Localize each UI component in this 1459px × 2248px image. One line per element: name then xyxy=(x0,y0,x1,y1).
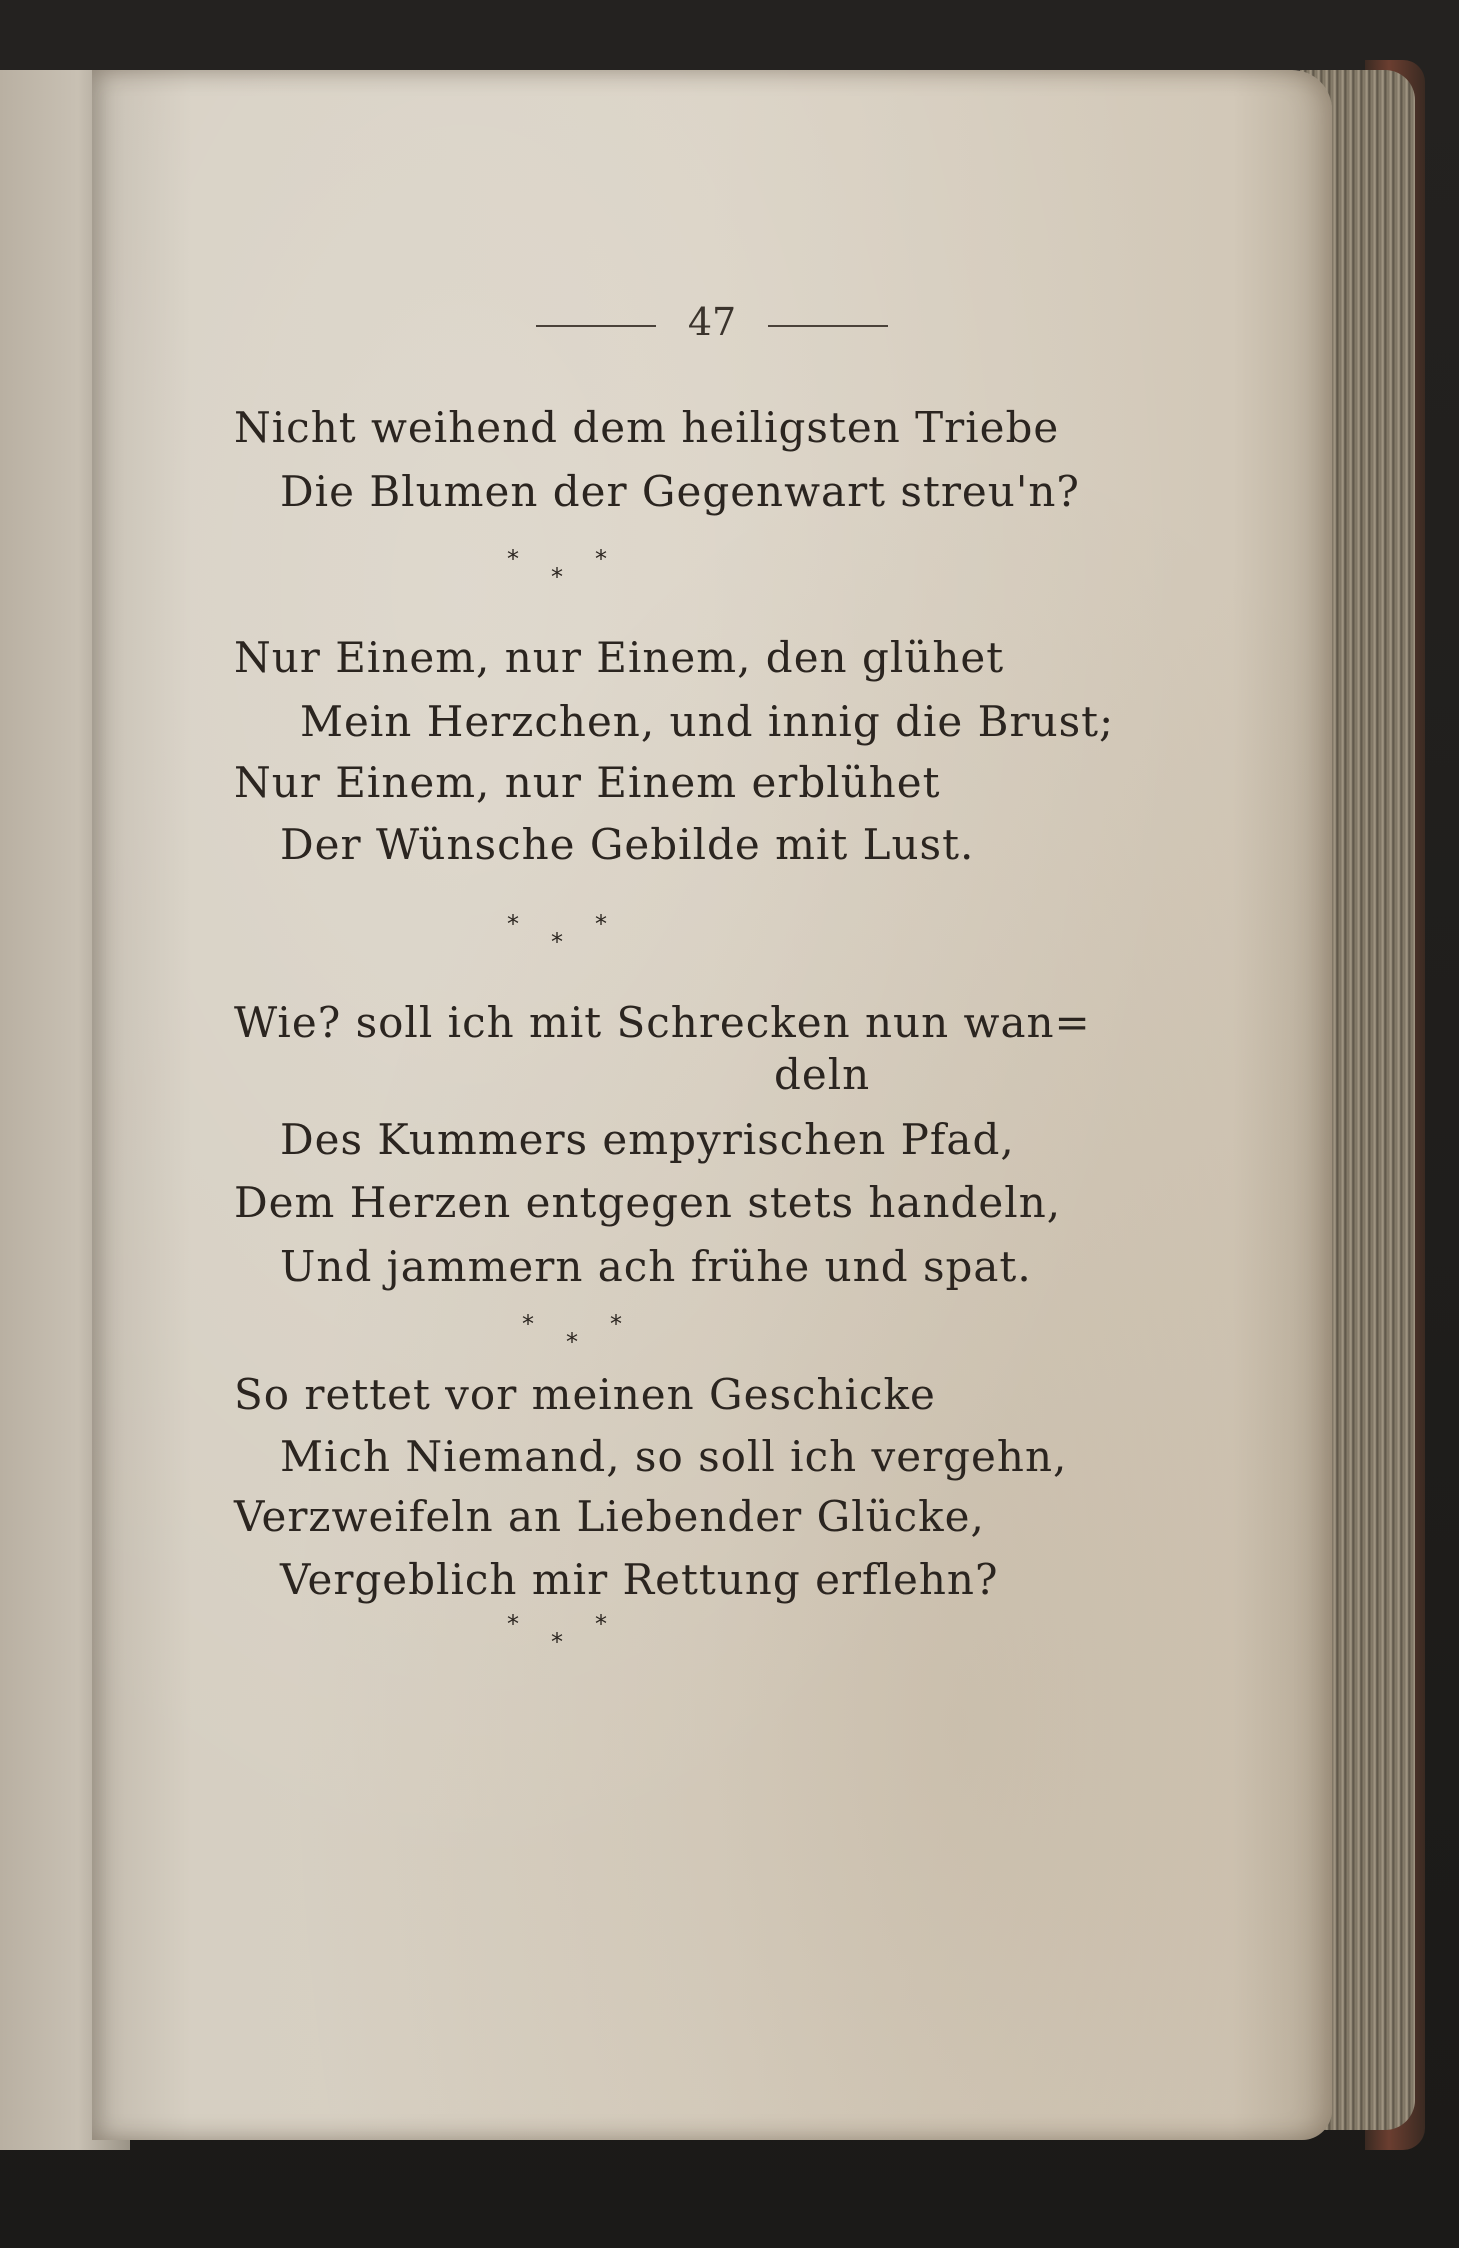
separator-star: * xyxy=(595,1610,607,1638)
separator-star: * xyxy=(551,928,563,956)
separator-star: * xyxy=(551,563,563,591)
poem-line: Die Blumen der Gegenwart streu'n? xyxy=(280,467,1080,516)
separator-star: * xyxy=(610,1310,622,1338)
book-page xyxy=(92,70,1332,2140)
poem-line: Mein Herzchen, und innig die Brust; xyxy=(300,697,1115,746)
star-separator xyxy=(507,910,647,960)
separator-star: * xyxy=(522,1310,534,1338)
poem-line: Der Wünsche Gebilde mit Lust. xyxy=(280,820,975,869)
poem-text xyxy=(92,70,1332,2140)
poem-line: Nur Einem, nur Einem, den glühet xyxy=(234,633,1005,682)
poem-line: Dem Herzen entgegen stets handeln, xyxy=(234,1178,1062,1227)
separator-star: * xyxy=(507,910,519,938)
separator-star: * xyxy=(507,545,519,573)
separator-star: * xyxy=(595,910,607,938)
poem-line: Wie? soll ich mit Schrecken nun wan= xyxy=(234,998,1091,1047)
separator-star: * xyxy=(566,1328,578,1356)
poem-line: Nur Einem, nur Einem erblühet xyxy=(234,758,941,807)
poem-line: Vergeblich mir Rettung erflehn? xyxy=(280,1555,999,1604)
poem-line: Mich Niemand, so soll ich vergehn, xyxy=(280,1432,1068,1481)
star-separator xyxy=(507,1610,647,1660)
poem-line: Nicht weihend dem heiligsten Triebe xyxy=(234,403,1060,452)
poem-line: So rettet vor meinen Geschicke xyxy=(234,1370,936,1419)
page-number: 47 xyxy=(687,300,737,344)
separator-star: * xyxy=(551,1628,563,1656)
star-separator xyxy=(507,545,647,595)
separator-star: * xyxy=(507,1610,519,1638)
star-separator xyxy=(522,1310,662,1360)
poem-line: deln xyxy=(774,1050,871,1099)
separator-star: * xyxy=(595,545,607,573)
poem-line: Des Kummers empyrischen Pfad, xyxy=(280,1115,1015,1164)
poem-line: Und jammern ach frühe und spat. xyxy=(280,1242,1032,1291)
poem-line: Verzweifeln an Liebender Glücke, xyxy=(234,1492,985,1541)
